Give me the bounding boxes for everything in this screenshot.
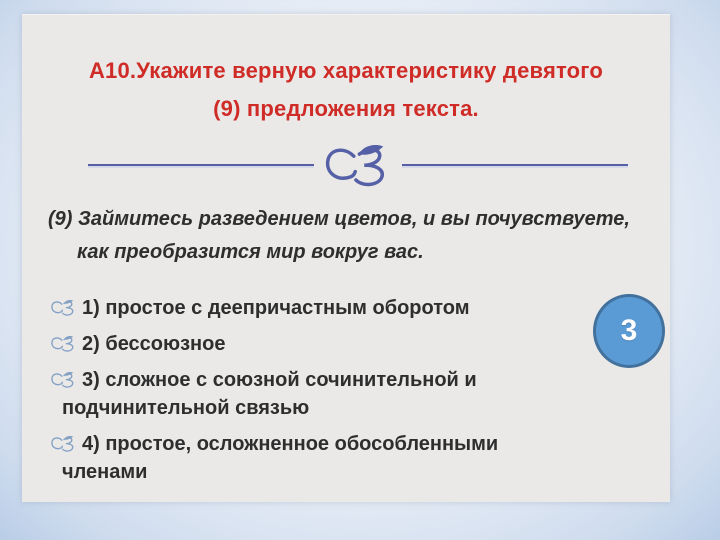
passage-sentence — [48, 203, 650, 269]
flourish-bullet-icon — [50, 300, 77, 316]
answer-badge — [593, 294, 665, 368]
answer-option-3-text: 3) сложное с союзной сочинительной и — [82, 369, 477, 391]
answer-options-list — [22, 294, 560, 494]
flourish-ornament-icon — [316, 145, 400, 187]
passage-line1: (9) Займитесь разведением цветов, и вы почувствуете, — [48, 208, 630, 230]
answer-option-4 — [62, 430, 560, 486]
answer-option-1 — [62, 294, 560, 322]
answer-option-3 — [62, 366, 560, 422]
question-title-line2: (9) предложения текста. — [213, 96, 479, 121]
answer-option-1-text: 1) простое с деепричастным оборотом — [82, 297, 470, 319]
answer-option-3-text2: подчинительной связью — [62, 397, 310, 419]
question-title-line1: А10.Укажите верную характеристику девятого — [88, 58, 604, 83]
question-title — [52, 52, 640, 128]
divider-line-left — [88, 164, 314, 166]
answer-badge-number: 3 — [620, 314, 638, 347]
slide-content-panel — [22, 14, 670, 502]
flourish-bullet-icon — [50, 336, 77, 352]
flourish-bullet-icon — [50, 436, 77, 452]
flourish-bullet-icon — [50, 372, 77, 388]
passage-line2: как преобразится мир вокруг вас. — [77, 241, 424, 263]
answer-option-2-text: 2) бессоюзное — [82, 333, 226, 355]
ornamental-divider — [88, 145, 628, 187]
divider-line-right — [402, 164, 628, 166]
answer-option-4-text: 4) простое, осложненное обособленными членами — [62, 433, 499, 483]
answer-option-2 — [62, 330, 560, 358]
